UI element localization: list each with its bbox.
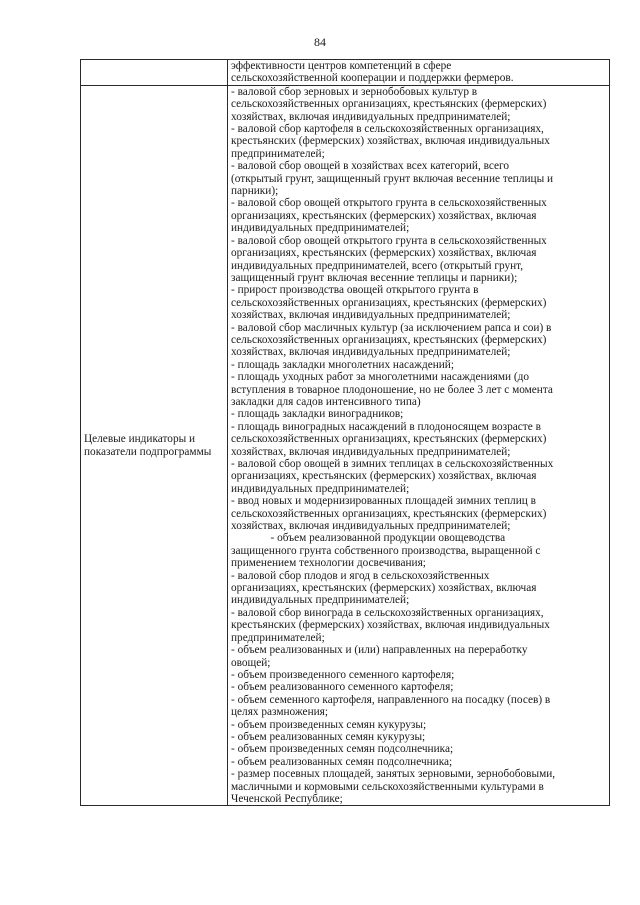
indicator-line: вступления в товарное плодоношение, но не более 3 лет с момента [231,383,553,396]
indicator-line: - объем произведенного семенного картофеля; [231,668,455,681]
indicator-line: - прирост производства овощей открытого грунта в [231,284,479,297]
text-line: сельскохозяйственной кооперации и поддержки фермеров. [231,72,514,85]
indicator-line: защищенного грунта собственного производства, выращенной с [231,544,541,557]
indicator-line: - площадь закладки многолетних насаждений; [231,358,454,371]
indicator-line: защищенный грунт включая весенние теплицы и парники); [231,271,518,284]
indicator-line: хозяйствах, включая индивидуальных предпринимателей; [231,346,511,359]
row-text-target-indicators [228,85,610,806]
indicator-line: индивидуальных предпринимателей; [231,594,410,607]
indicator-line: предпринимателей; [231,631,325,644]
indicator-line: парники); [231,185,279,198]
indicator-line: хозяйствах, включая индивидуальных предпринимателей; [231,110,511,123]
indicator-line: хозяйствах, включая индивидуальных предпринимателей; [231,309,511,322]
indicator-line: сельскохозяйственных организациях, крестьянских (фермерских) [231,296,547,309]
indicator-line: - объем семенного картофеля, направленного на посадку (посев) в [231,693,551,706]
indicator-line: целях размножения; [231,706,328,719]
indicator-line: - объем реализованных семян кукурузы; [231,730,426,743]
indicator-line: хозяйствах, включая индивидуальных предпринимателей; [231,520,511,533]
indicator-line: крестьянских (фермерских) хозяйствах, включая индивидуальных [231,135,550,148]
indicator-line: сельскохозяйственных организациях, крестьянских (фермерских) [231,433,547,446]
indicator-line: - объем произведенных семян кукурузы; [231,718,427,731]
indicator-line: - объем реализованного семенного картофеля; [231,681,454,694]
indicator-line: - валовой сбор овощей в хозяйствах всех категорий, всего [231,160,510,173]
text-line: эффективности центров компетенций в сфере [231,60,452,72]
indicator-line: Чеченской Республике; [231,792,343,805]
indicator-line: организациях, крестьянских (фермерских) хозяйствах, включая [231,582,537,595]
indicator-line: индивидуальных предпринимателей; [231,482,410,495]
indicator-line: индивидуальных предпринимателей; [231,222,410,235]
indicator-line: - площадь закладки виноградников; [231,408,404,421]
indicator-line: крестьянских (фермерских) хозяйствах, включая индивидуальных [231,619,550,632]
indicator-line: закладки для садов интенсивного типа) [231,395,421,408]
indicator-line: - площадь уходных работ за многолетними насаждениями (до [231,371,530,384]
indicator-line: хозяйствах, включая индивидуальных предпринимателей; [231,445,511,458]
indicator-line: - ввод новых и модернизированных площадей зимних теплиц в [231,495,536,508]
indicator-line: индивидуальных предпринимателей, всего (открытый грунт, [231,259,524,272]
indicator-line: - валовой сбор винограда в сельскохозяйственных организациях, [231,606,544,619]
indicator-line: - валовой сбор плодов и ягод в сельскохозяйственных [231,569,490,582]
page-number: 84 [314,35,326,49]
table-row-target-indicators [81,85,610,806]
indicator-line: (открытый грунт, защищенный грунт включая весенние теплицы и [231,172,554,185]
indicator-line: - размер посевных площадей, занятых зерновыми, зернобобовыми, [231,768,556,781]
indicator-line: организациях, крестьянских (фермерских) хозяйствах, включая [231,247,537,260]
row-label-target-indicators: Целевые индикаторы и показатели подпрограммы [81,85,228,806]
indicator-line: - валовой сбор овощей открытого грунта в сельскохозяйственных [231,234,547,247]
indicator-line: применением технологии досвечивания; [231,557,426,570]
indicator-line: - площадь виноградных насаждений в плодоносящем возрасте в [231,420,541,433]
indicator-line: - валовой сбор зерновых и зернобобовых культур в [231,85,478,98]
indicator-line: - объем произведенных семян подсолнечника; [231,743,454,756]
indicator-line: овощей; [231,656,271,669]
row-text-competence-centers [228,60,610,86]
indicator-line: - объем реализованной продукции овощеводства [231,532,506,545]
indicator-line: - валовой сбор картофеля в сельскохозяйственных организациях, [231,123,544,136]
indicator-line: организациях, крестьянских (фермерских) хозяйствах, включая [231,470,537,483]
row-label-empty [81,60,228,86]
indicator-line: - объем реализованных и (или) направленных на переработку [231,644,528,657]
table-row-competence-centers [81,60,610,86]
indicator-line: - объем реализованных семян подсолнечника; [231,755,453,768]
indicator-line: организациях, крестьянских (фермерских) хозяйствах, включая [231,209,537,222]
indicator-line: сельскохозяйственных организациях, крестьянских (фермерских) [231,333,547,346]
indicator-line: масличными и кормовыми сельскохозяйственными культурами в [231,780,544,793]
indicator-line: сельскохозяйственных организациях, крестьянских (фермерских) [231,507,547,520]
indicator-line: - валовой сбор масличных культур (за исключением рапса и сои) в [231,321,552,334]
indicator-line: - валовой сбор овощей в зимних теплицах в сельскохозяйственных [231,458,554,470]
indicator-line: - валовой сбор овощей открытого грунта в сельскохозяйственных [231,197,547,210]
program-passport-table [80,59,610,806]
indicator-line: предпринимателей; [231,147,325,160]
indicator-line: сельскохозяйственных организациях, крестьянских (фермерских) [231,98,547,111]
